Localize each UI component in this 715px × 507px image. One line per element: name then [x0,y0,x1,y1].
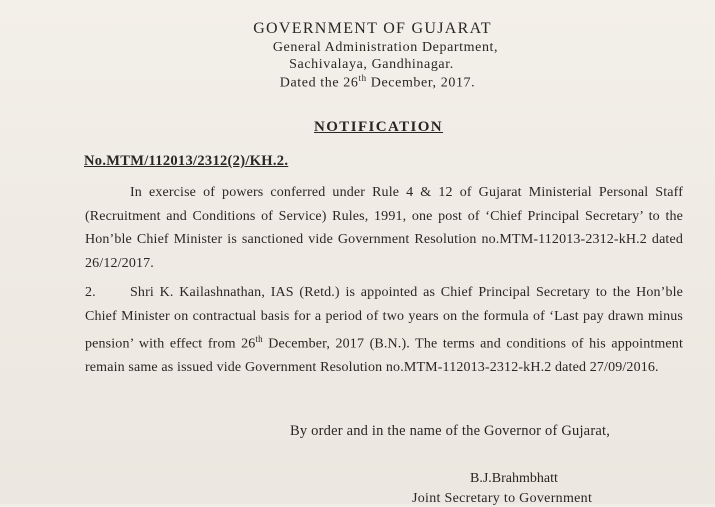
issue-date-prefix: Dated the 26 [279,75,359,91]
paragraph-2 [85,281,683,380]
paragraph-2-number: 2. [85,285,96,300]
order-line: By order and in the name of the Governor of Gujarat, [290,423,611,439]
office-address: Sachivalaya, Gandhinagar. [289,57,454,72]
signatory-designation: Joint Secretary to Government [412,491,593,506]
paragraph-1: In exercise of powers conferred under Rule 4 & 12 of Gujarat Ministerial Personal Staff (Recruitment and Conditions of Service) Rules, 1991, one post of ‘Chief Principal Secretary’ to the Hon’ble Chief Minister is sanctioned vide Government Resolution no.MTM-112013-2312-kH.2 dated 26/12/2017. [85,185,683,271]
signatory-name: B.J.Brahmbhatt [470,471,558,486]
issue-date [20,73,715,92]
department-name: General Administration Department, [272,40,499,55]
paragraph-2-ordinal: th [255,334,263,345]
reference-number: No.MTM/112013/2312(2)/KH.2. [84,153,289,169]
issue-date-ordinal: th [358,73,367,83]
paragraph-2-text-end: December, 2017 (B.N.). The terms and conditions of his appointment remain same as issued vide Government Resolution no.MTM-112013-2312-kH.2 dated 27/09/2016. [85,336,683,376]
paragraph-2-text-start: Shri K. Kailashnathan, IAS (Retd.) is appointed as Chief Principal Secretary to the Hon’ble Chief Minister on contractual basis for a period of two years on the formula of ‘Last pay drawn minus pension’ with effect from 26 [85,285,683,352]
notification-title: NOTIFICATION [314,119,444,135]
government-heading: GOVERNMENT OF GUJARAT [253,20,492,37]
issue-date-rest: December, 2017. [366,75,476,91]
